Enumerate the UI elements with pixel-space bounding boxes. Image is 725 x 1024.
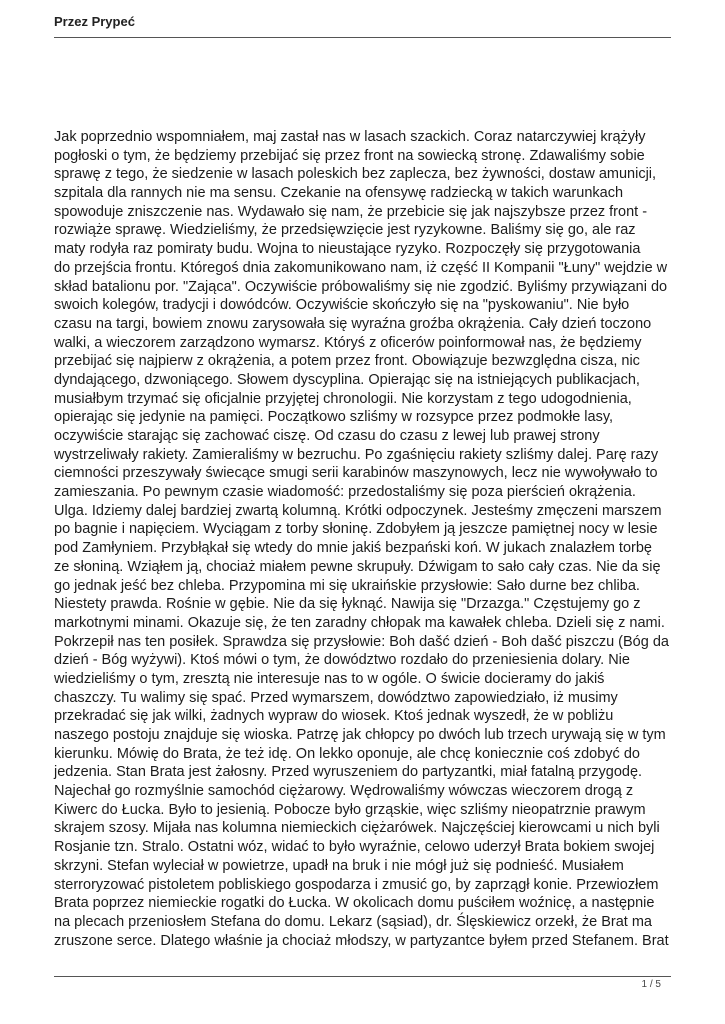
text-line: ze słoniną. Wziąłem ją, chociaż miałem pewne skrupuły. Dźwigam to sało cały czas. Nie da się	[54, 558, 661, 575]
text-line: pogłoski o tym, że będziemy przebijać się przez front na sowiecką stronę. Zdawaliśmy sobie	[54, 147, 645, 164]
text-line: Rosjanie tzn. Stralo. Ostatni wóz, widać to było wyraźnie, celowo uderzył Brata bokiem swojej	[54, 839, 655, 856]
text-line: wystrzeliwały rakiety. Zamieraliśmy w bezruchu. Po zgaśnięciu rakiety szliśmy dalej. Parę razy	[54, 446, 659, 463]
text-line: zruszone serce. Dlatego właśnie ja chociaż młodszy, w partyzantce byłem przed Stefanem. Brat	[54, 932, 669, 949]
text-line: czasu na targi, bowiem znowu zarysowała się wyraźna groźba okrążenia. Cały dzień toczono	[54, 315, 652, 332]
text-line: po bagnie i napięciem. Wyciągam z torby słoninę. Zdobyłem ją jeszcze pamiętnej nocy w lesie	[54, 521, 658, 538]
text-line: Najechał go rozmyślnie samochód ciężarowy. Wędrowaliśmy wówczas wieczorem drogą z	[54, 783, 634, 800]
text-line: jedzenia. Stan Brata jest żałosny. Przed wyruszeniem do partyzantki, miał fatalną przygodę.	[54, 764, 643, 781]
text-line: ciemności przeszywały świecące smugi serii karabinów maszynowych, lecz nie wywoływało to	[54, 465, 658, 482]
document-title: Przez Prypeć	[54, 14, 135, 29]
text-line: Kiwerc do Łucka. Było to jesienią. Pobocze było grząskie, więc szliśmy nieopatrznie prawym	[54, 801, 646, 818]
text-line: go jednak jeść bez chleba. Przypomina mi się ukraińskie przysłowie: Sało durne bez chliba.	[54, 577, 640, 594]
text-line: opierając się jedynie na pamięci. Początkowo szliśmy w rozsypce przez podmokłe lasy,	[54, 409, 614, 426]
text-line: naszego postoju znajduje się wioska. Patrzę jak chłopcy po dwóch lub trzech urywają się w tym	[54, 727, 666, 743]
text-line: sterroryzować pistoletem pobliskiego gospodarza i zmusić go, by zaprzągł konie. Przewiozłem	[54, 876, 659, 893]
text-line: Ulga. Idziemy dalej bardziej zwartą kolumną. Krótki odpoczynek. Jesteśmy zmęczeni marszem	[54, 502, 662, 519]
text-line: swoich kolegów, tradycji i dowódców. Oczywiście skończyło się na "pyskowaniu". Nie było	[54, 297, 630, 314]
text-line: do przejścia frontu. Któregoś dnia zakomunikowano nam, iż część II Kompanii "Łuny" wejdzie w	[54, 259, 668, 276]
text-line: spowoduje zniszczenie nas. Wydawało się nam, że przebicie się jak najszybsze przez front -	[54, 203, 648, 220]
text-line: na plecach przeniosłem Stefana do domu. Lekarz (sąsiad), dr. Ślęskiewicz orzekł, że Brat ma	[54, 913, 652, 930]
text-line: szpitala dla rannych nie ma sensu. Czekanie na ofensywę radziecką w takich warunkach	[54, 185, 624, 202]
text-line: pod Zamłyniem. Przybłąkał się wtedy do mnie jakiś bezpański koń. W jukach znalazłem torbę	[54, 540, 652, 557]
text-line: dyndającego, dzwoniącego. Słowem dyscyplina. Opierając się na istniejących publikacjach,	[54, 371, 640, 388]
text-line: zamieszania. Po pewnym czasie wiadomość: przedostaliśmy się poza pierścień okrążenia.	[54, 484, 636, 501]
text-line: skrzyni. Stefan wyleciał w powietrze, upadł na bruk i nie mógł już się podnieść. Musiałem	[54, 857, 624, 874]
text-line: rozwiąże sprawę. Wiedzieliśmy, że przedsięwzięcie jest ryzykowne. Baliśmy się go, ale raz	[54, 222, 636, 239]
text-line: Brata poprzez niemieckie rogatki do Łucka. W okolicach domu puściłem woźnicę, a następnie	[54, 895, 655, 912]
text-line: dzień - Bóg wyżywi). Ktoś mówi o tym, że dowództwo rozdało do przeniesienia dolary. Nie	[54, 652, 630, 669]
text-line: kierunku. Mówię do Brata, że też idę. On lekko oponuje, ale chcę koniecznie coś zdobyć do	[54, 745, 640, 762]
text-line: chaszczy. Tu walimy się spać. Przed wymarszem, dowództwo zapowiedziało, iż musimy	[54, 689, 618, 706]
text-line: przebijać się najpierw z okrążenia, a potem przez front. Obowiązuje bezwzględna cisza, nic	[54, 353, 640, 370]
text-line: maty rodyła raz pomiraty budu. Wojna to nieustające ryzyko. Rozpoczęły się przygotowania	[54, 241, 641, 258]
text-line: Niestety prawda. Rośnie w gębie. Nie da się łyknąć. Nawija się "Drzazga." Częstujemy go z	[54, 596, 641, 613]
text-line: oczywiście starając się zachować ciszę. Od czasu do czasu z lewej lub prawej strony	[54, 428, 600, 444]
text-line: Pokrzepił nas ten posiłek. Sprawdza się przysłowie: Boh dašć dzień - Boh dašć piszczu (Bóg da	[54, 633, 669, 650]
document-body	[54, 128, 675, 950]
page-number: 1 / 5	[641, 979, 661, 990]
text-line: sprawę z tego, że siedzenie w lasach poleskich bez zaplecza, bez żywności, dostaw amunicji,	[54, 166, 657, 183]
text-line: skład batalionu por. "Zająca". Oczywiście próbowaliśmy się nie zgodzić. Byliśmy przywiązani do	[54, 278, 668, 295]
text-line: wiedzieliśmy o tym, zresztą nie interesuje nas to w ogóle. O świcie docieramy do jakiś	[54, 670, 605, 687]
page-footer	[54, 976, 671, 997]
text-line: Jak poprzednio wspomniałem, maj zastał nas w lasach szackich. Coraz natarczywiej krążyły	[54, 129, 646, 145]
page-header	[54, 13, 671, 38]
text-line: walki, a wieczorem zarządzono wymarsz. Któryś z oficerów poinformował nas, że będziemy	[54, 334, 642, 351]
text-line: markotnymi minami. Okazuje się, że ten zaradny chłopak ma kawałek chleba. Dzieli się z nami.	[54, 614, 665, 631]
text-line: przekradać się jak wilki, żadnych wypraw do wiosek. Ktoś jednak wyszedł, że w pobliżu	[54, 708, 614, 725]
text-line: musiałbym trzymać się oficjalnie przyjętej chronologii. Nie korzystam z tego udogodnienia,	[54, 390, 632, 407]
text-line: skrajem szosy. Mijała nas kolumna niemieckich ciężarówek. Najczęściej kierowcami u nich byli	[54, 820, 660, 837]
